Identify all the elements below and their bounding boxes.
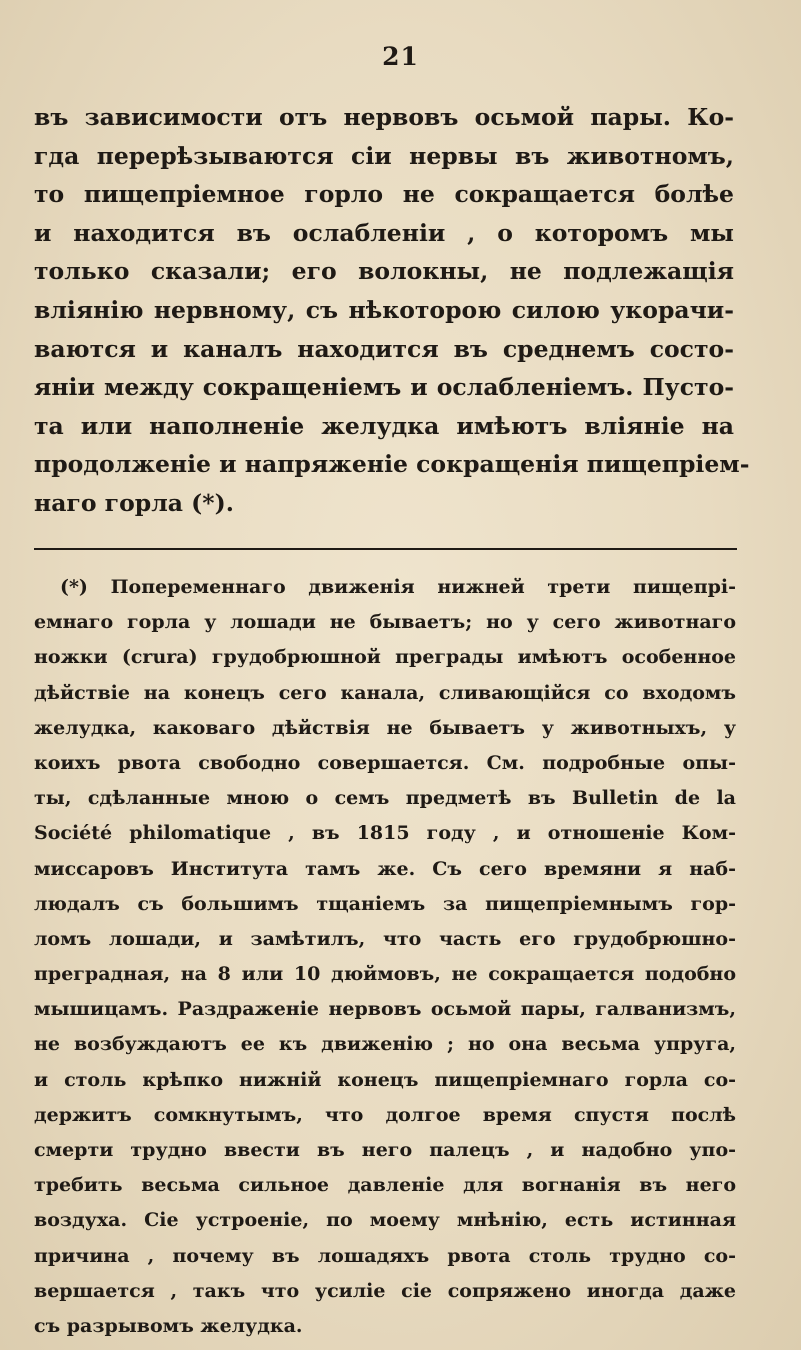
main-text-line: гда перерѣзываются сіи нервы въ животномъ, — [34, 141, 734, 170]
main-text-line: ваются и каналъ находится въ среднемъ состо- — [34, 334, 734, 363]
footnote-line: съ разрывомъ желудка. — [34, 1314, 303, 1337]
footnote-line: (*) Попеременнаго движенія нижней трети пищепрі- — [60, 576, 736, 598]
footnote-line: миссаровъ Института тамъ же. Съ сего времяни я наб- — [34, 857, 736, 880]
main-text-line: продолженіе и напряженіе сокращенія пищепріем- — [34, 450, 750, 479]
footnote-line: воздуха. Сіе устроеніе, по моему мнѣнію, есть истинная — [34, 1209, 736, 1232]
main-text-line: только сказали; его волокны, не подлежащія — [34, 257, 734, 286]
footnote-line: людалъ съ большимъ тщаніемъ за пищепріемнымъ гор- — [34, 892, 736, 915]
main-text-line: вліянію нервному, съ нѣкоторою силою укорачи- — [34, 295, 734, 324]
main-text-block — [34, 98, 750, 523]
footnote-line: держитъ сомкнутымъ, что долгое время спустя послѣ — [34, 1103, 736, 1126]
footnote-divider — [34, 548, 737, 550]
footnote-line: мышицамъ. Раздраженіе нервовъ осьмой пары, галванизмъ, — [34, 998, 736, 1021]
footnote-line: не возбуждаютъ ее къ движенію ; но она весьма упруга, — [34, 1033, 736, 1056]
footnote-line: ты, сдѣланные мною о семъ предметѣ въ Bulletin de la — [34, 787, 736, 810]
page-number: 21 — [382, 42, 419, 71]
main-text-line: въ зависимости отъ нервовъ осьмой пары. Ко- — [34, 103, 734, 131]
footnote-line: смерти трудно ввести въ него палецъ , и надобно упо- — [34, 1139, 736, 1161]
main-text-line: то пищепріемное горло не сокращается болѣе — [34, 180, 734, 209]
main-text-line: яніи между сокращеніемъ и ослабленіемъ. Пусто- — [34, 373, 734, 402]
footnote-block — [34, 570, 736, 1344]
footnote-line: и столь крѣпко нижній конецъ пищепріемнаго горла со- — [34, 1068, 736, 1091]
main-text-line: наго горла (*). — [34, 488, 234, 517]
footnote-line: емнаго горла у лошади не бываетъ; но у сего животнаго — [34, 611, 736, 634]
main-text-line: та или наполненіе желудка имѣютъ вліяніе на — [34, 411, 734, 440]
footnote-line: преградная, на 8 или 10 дюймовъ, не сокращается подобно — [34, 963, 736, 986]
footnote-line: желудка, каковаго дѣйствія не бываетъ у животныхъ, у — [34, 716, 736, 739]
footnote-line: Société philomatique , въ 1815 году , и отношеніе Ком- — [34, 822, 736, 845]
footnote-line: ножки (crura) грудобрюшной преграды имѣютъ особенное — [34, 646, 736, 669]
footnote-line: ломъ лошади, и замѣтилъ, что часть его грудобрюшно- — [34, 927, 736, 950]
footnote-line: вершается , такъ что усиліе сіе сопряжено иногда даже — [34, 1279, 736, 1302]
footnote-line: дѣйствіе на конецъ сего канала, сливающійся со входомъ — [34, 681, 736, 704]
footnote-line: причина , почему въ лошадяхъ рвота столь трудно со- — [34, 1244, 736, 1267]
main-text-line: и находится въ ослабленіи , о которомъ мы — [34, 218, 734, 247]
footnote-line: коихъ рвота свободно совершается. См. подробные опы- — [34, 751, 736, 774]
footnote-line: требить весьма сильное давленіе для вогнанія въ него — [34, 1174, 736, 1197]
